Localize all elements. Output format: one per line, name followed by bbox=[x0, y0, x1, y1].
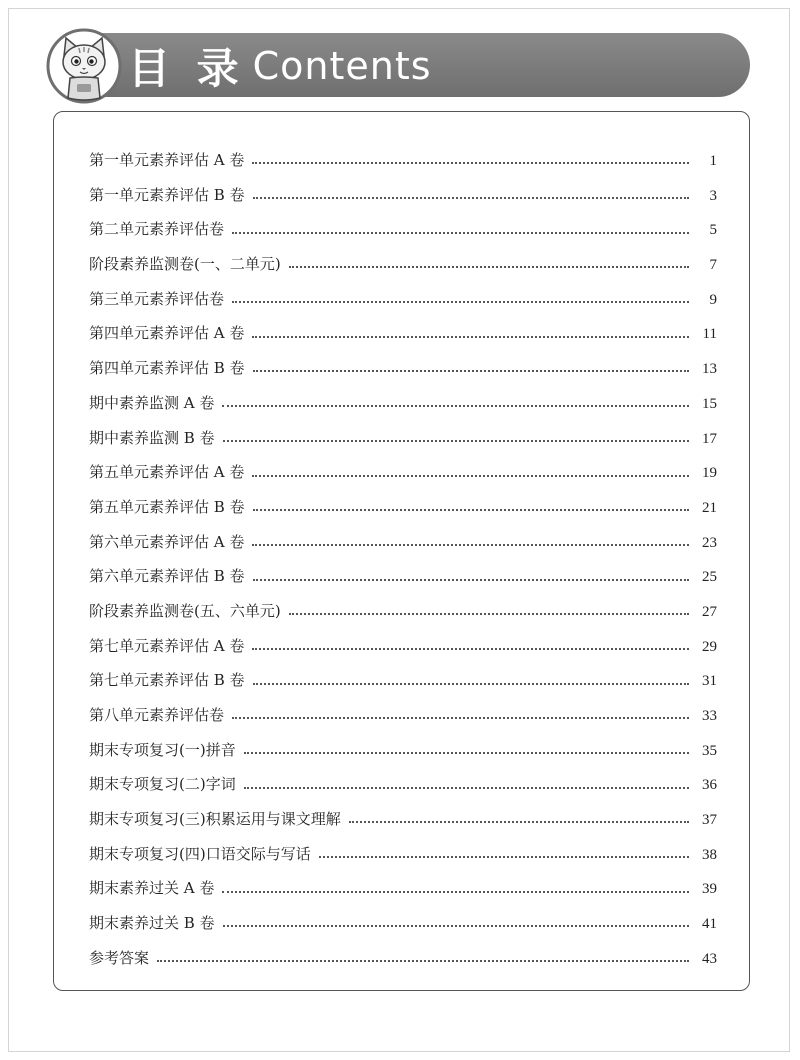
toc-leader-dots bbox=[253, 579, 689, 581]
toc-item-page: 19 bbox=[702, 465, 717, 482]
toc-item[interactable] bbox=[89, 941, 717, 976]
toc-item-page: 23 bbox=[702, 534, 717, 551]
toc-leader-dots bbox=[252, 544, 689, 546]
toc-item[interactable] bbox=[89, 802, 717, 837]
toc-item[interactable] bbox=[89, 594, 717, 629]
toc-item-label: 第五单元素养评估 A 卷 bbox=[89, 463, 245, 482]
toc-item-label: 期中素养监测 A 卷 bbox=[89, 393, 215, 412]
toc-item-page: 7 bbox=[709, 257, 717, 274]
toc-item[interactable] bbox=[89, 247, 717, 282]
toc-leader-dots bbox=[223, 440, 689, 442]
toc-item-label: 阶段素养监测卷(一、二单元) bbox=[89, 255, 281, 274]
toc-leader-dots bbox=[223, 925, 689, 927]
toc-item-label: 第三单元素养评估卷 bbox=[89, 289, 225, 308]
toc-leader-dots bbox=[222, 405, 689, 407]
toc-item[interactable] bbox=[89, 386, 717, 421]
toc-leader-dots bbox=[244, 752, 689, 754]
toc-item-label: 第五单元素养评估 B 卷 bbox=[89, 497, 245, 516]
toc-item[interactable] bbox=[89, 629, 717, 664]
toc-item-label: 第四单元素养评估 A 卷 bbox=[89, 324, 245, 343]
toc-item[interactable] bbox=[89, 767, 717, 802]
toc-item-label: 第七单元素养评估 A 卷 bbox=[89, 636, 245, 655]
toc-item-page: 33 bbox=[702, 708, 717, 724]
toc-item-page: 41 bbox=[702, 916, 717, 933]
toc-leader-dots bbox=[252, 648, 689, 650]
toc-item-page: 5 bbox=[709, 222, 717, 239]
toc-item-label: 第七单元素养评估 B 卷 bbox=[89, 671, 245, 690]
toc-item-page: 15 bbox=[702, 395, 717, 412]
toc-item-label: 期末专项复习(二)字词 bbox=[89, 775, 236, 794]
toc-item[interactable] bbox=[89, 837, 717, 872]
toc-leader-dots bbox=[252, 162, 689, 164]
toc-item-label: 第八单元素养评估卷 bbox=[89, 706, 225, 724]
toc-item-label: 阶段素养监测卷(五、六单元) bbox=[89, 601, 281, 620]
toc-item-label: 第六单元素养评估 A 卷 bbox=[89, 532, 245, 551]
toc-leader-dots bbox=[252, 336, 689, 338]
toc-item-label: 第四单元素养评估 B 卷 bbox=[89, 359, 245, 378]
toc-item[interactable] bbox=[89, 455, 717, 490]
toc-item-label: 第二单元素养评估卷 bbox=[89, 220, 225, 239]
toc-item-page: 9 bbox=[709, 291, 717, 308]
toc-item-page: 43 bbox=[702, 950, 717, 967]
toc-item-label: 期末素养过关 A 卷 bbox=[89, 879, 215, 898]
toc-item-page: 1 bbox=[709, 153, 717, 169]
toc-item[interactable] bbox=[89, 698, 717, 733]
cartoon-cat-mascot-icon bbox=[46, 28, 122, 104]
page-title bbox=[128, 36, 432, 96]
toc-item[interactable] bbox=[89, 490, 717, 525]
toc-item-page: 37 bbox=[702, 812, 717, 829]
toc-item-page: 38 bbox=[702, 846, 717, 863]
toc-item[interactable] bbox=[89, 525, 717, 560]
toc-item-label: 期中素养监测 B 卷 bbox=[89, 428, 215, 447]
toc-item-label: 期末专项复习(四)口语交际与写话 bbox=[89, 844, 311, 863]
toc-leader-dots bbox=[253, 370, 689, 372]
toc-item[interactable] bbox=[89, 178, 717, 213]
toc-leader-dots bbox=[349, 821, 689, 823]
toc-item[interactable] bbox=[89, 143, 717, 178]
toc-leader-dots bbox=[232, 301, 689, 303]
toc-item-page: 25 bbox=[702, 569, 717, 586]
toc-item-page: 39 bbox=[702, 881, 717, 898]
toc-item[interactable] bbox=[89, 282, 717, 317]
toc-item[interactable] bbox=[89, 663, 717, 698]
toc-item-label: 参考答案 bbox=[89, 948, 150, 967]
toc-item[interactable] bbox=[89, 351, 717, 386]
toc-leader-dots bbox=[253, 197, 689, 199]
toc-item-page: 17 bbox=[702, 430, 717, 447]
toc-item[interactable] bbox=[89, 871, 717, 906]
toc-item-label: 第一单元素养评估 A 卷 bbox=[89, 151, 245, 169]
page-title-chinese: 目 录 bbox=[128, 44, 245, 93]
toc-item-label: 期末专项复习(三)积累运用与课文理解 bbox=[89, 810, 341, 829]
toc-leader-dots bbox=[253, 509, 689, 511]
toc-item-page: 3 bbox=[709, 187, 717, 204]
toc-item-page: 13 bbox=[702, 361, 717, 378]
toc-item[interactable] bbox=[89, 212, 717, 247]
page-title-english: Contents bbox=[252, 44, 432, 88]
toc-item[interactable] bbox=[89, 733, 717, 768]
toc-list bbox=[89, 143, 717, 976]
toc-item[interactable] bbox=[89, 559, 717, 594]
toc-item[interactable] bbox=[89, 316, 717, 351]
toc-item-page: 21 bbox=[702, 499, 717, 516]
toc-item-page: 29 bbox=[702, 638, 717, 655]
toc-leader-dots bbox=[222, 891, 689, 893]
toc-leader-dots bbox=[157, 960, 689, 962]
toc-item-page: 27 bbox=[702, 603, 717, 620]
toc-leader-dots bbox=[289, 266, 689, 268]
toc-item-label: 第一单元素养评估 B 卷 bbox=[89, 185, 245, 204]
toc-item-page: 35 bbox=[702, 742, 717, 759]
toc-item-label: 第六单元素养评估 B 卷 bbox=[89, 567, 245, 586]
toc-item[interactable] bbox=[89, 421, 717, 456]
toc-item-page: 11 bbox=[702, 326, 717, 343]
toc-item-page: 36 bbox=[702, 777, 717, 794]
toc-item[interactable] bbox=[89, 906, 717, 941]
toc-leader-dots bbox=[252, 475, 689, 477]
toc-leader-dots bbox=[253, 683, 689, 685]
toc-item-label: 期末素养过关 B 卷 bbox=[89, 914, 215, 933]
toc-leader-dots bbox=[289, 613, 689, 615]
toc-item-page: 31 bbox=[702, 673, 717, 690]
toc-leader-dots bbox=[319, 856, 689, 858]
toc-leader-dots bbox=[232, 232, 689, 234]
toc-leader-dots bbox=[244, 787, 689, 789]
toc-item-label: 期末专项复习(一)拼音 bbox=[89, 740, 236, 759]
toc-leader-dots bbox=[232, 717, 689, 719]
